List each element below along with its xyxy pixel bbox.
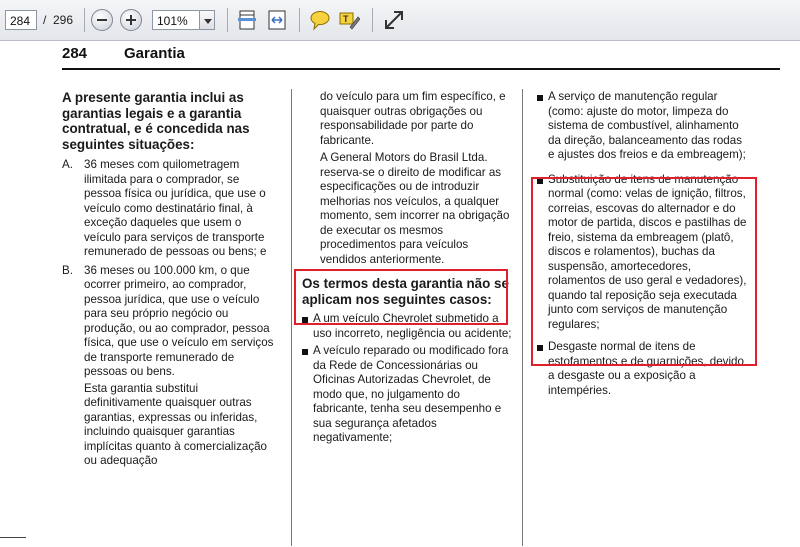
pdf-toolbar <box>0 0 800 41</box>
list-item: Substituição de itens de manutenção normal (como: velas de ignição, filtros, correias, escovas do alternador e do motor de partida, discos e pastilhas de freio, sistema da embreagem (platô, discos e rolamentos), buchas da suspensão, amortecedores, rolamentos de uso geral e vedadores), quando tal reposição seja executada junto com serviços de manutenção regulares; <box>537 173 751 333</box>
header-rule <box>62 68 780 70</box>
column-divider <box>522 89 523 546</box>
comment-icon[interactable] <box>309 9 331 31</box>
highlight-text-icon[interactable] <box>338 9 360 31</box>
list-text: 36 meses ou 100.000 km, o que ocorrer primeiro, ao comprador, pessoa jurídica, que use o veículo para seu próprio negócio ou produção, ou ao comprador, pessoa física, que use o veículo em serviços de transporte remunerado de pessoas ou bens. <box>84 263 274 378</box>
paragraph: Esta garantia substitui definitivamente quaisquer outras garantias, expressas ou inferidas, incluindo quaisquer garantias implícitas quanto à comercialização ou adequação <box>84 381 268 467</box>
paragraph: A General Motors do Brasil Ltda. reserva-se o direito de modificar as especificações ou de introduzir melhorias nos veículos, a qualquer momento, sem incorrer na obrigação de executar os mesmos procedimentos para veículos vendidos anteriormente. <box>320 151 510 266</box>
column-1 <box>62 90 277 469</box>
page-number-input[interactable]: 284 <box>5 10 37 30</box>
expand-icon[interactable] <box>383 9 405 31</box>
list-label: B. <box>62 263 73 277</box>
footer-rule <box>0 537 26 538</box>
svg-text:T: T <box>343 14 349 24</box>
toolbar-divider <box>84 8 85 32</box>
zoom-level-input[interactable]: 101% <box>152 10 200 30</box>
section-heading: A presente garantia inclui as garantias legais e a garantia contratual, e é concedida nas seguintes situações: <box>62 90 250 152</box>
page-title: Garantia <box>124 45 185 62</box>
fit-page-icon[interactable] <box>236 9 258 31</box>
list-item <box>62 158 277 260</box>
toolbar-divider <box>227 8 228 32</box>
toolbar-divider <box>299 8 300 32</box>
page-number: 284 <box>62 45 88 62</box>
list-item: A um veículo Chevrolet submetido a uso incorreto, negligência ou acidente; <box>302 312 514 341</box>
list-text: 36 meses com quilometragem ilimitada para o comprador, se pessoa física ou jurídica, que use o veículo como destinatário final, à exceção daqueles que usem o veículo para serviços de transporte remunerado de pessoas ou bens; e <box>84 158 267 258</box>
list-item: A serviço de manutenção regular (como: ajuste do motor, limpeza do sistema de combustível, alinhamento da direção, balanceamento das rodas e ajustes dos freios e da embreagem); <box>537 90 751 163</box>
paragraph: do veículo para um fim específico, e quaisquer outras obrigações ou responsabilidade por parte do fabricante. <box>320 90 506 147</box>
highlight-box <box>294 269 508 325</box>
section-heading: Os termos desta garantia não se aplicam nos seguintes casos: <box>302 276 509 307</box>
toolbar-divider <box>372 8 373 32</box>
total-pages: 296 <box>53 13 74 27</box>
highlight-box <box>531 177 757 366</box>
page-separator: / <box>43 13 47 27</box>
list-item: Desgaste normal de itens de estofamentos e de guarnições, devido a desgaste ou a exposição a intempéries. <box>537 340 751 398</box>
column-2 <box>302 90 514 446</box>
list-label: A. <box>62 158 73 171</box>
document-page <box>0 41 800 547</box>
list-item: A veículo reparado ou modificado fora da Rede de Concessionárias ou Oficinas Autorizadas Chevrolet, de modo que, no julgamento do fabricante, tenha seu desempenho e sua segurança afetados negativamente; <box>302 344 514 446</box>
zoom-in-button[interactable] <box>120 9 142 31</box>
zoom-out-button[interactable] <box>91 9 113 31</box>
fit-width-icon[interactable] <box>266 9 288 31</box>
list-item <box>62 264 277 380</box>
zoom-dropdown-button[interactable] <box>199 10 215 30</box>
column-divider <box>291 89 292 546</box>
